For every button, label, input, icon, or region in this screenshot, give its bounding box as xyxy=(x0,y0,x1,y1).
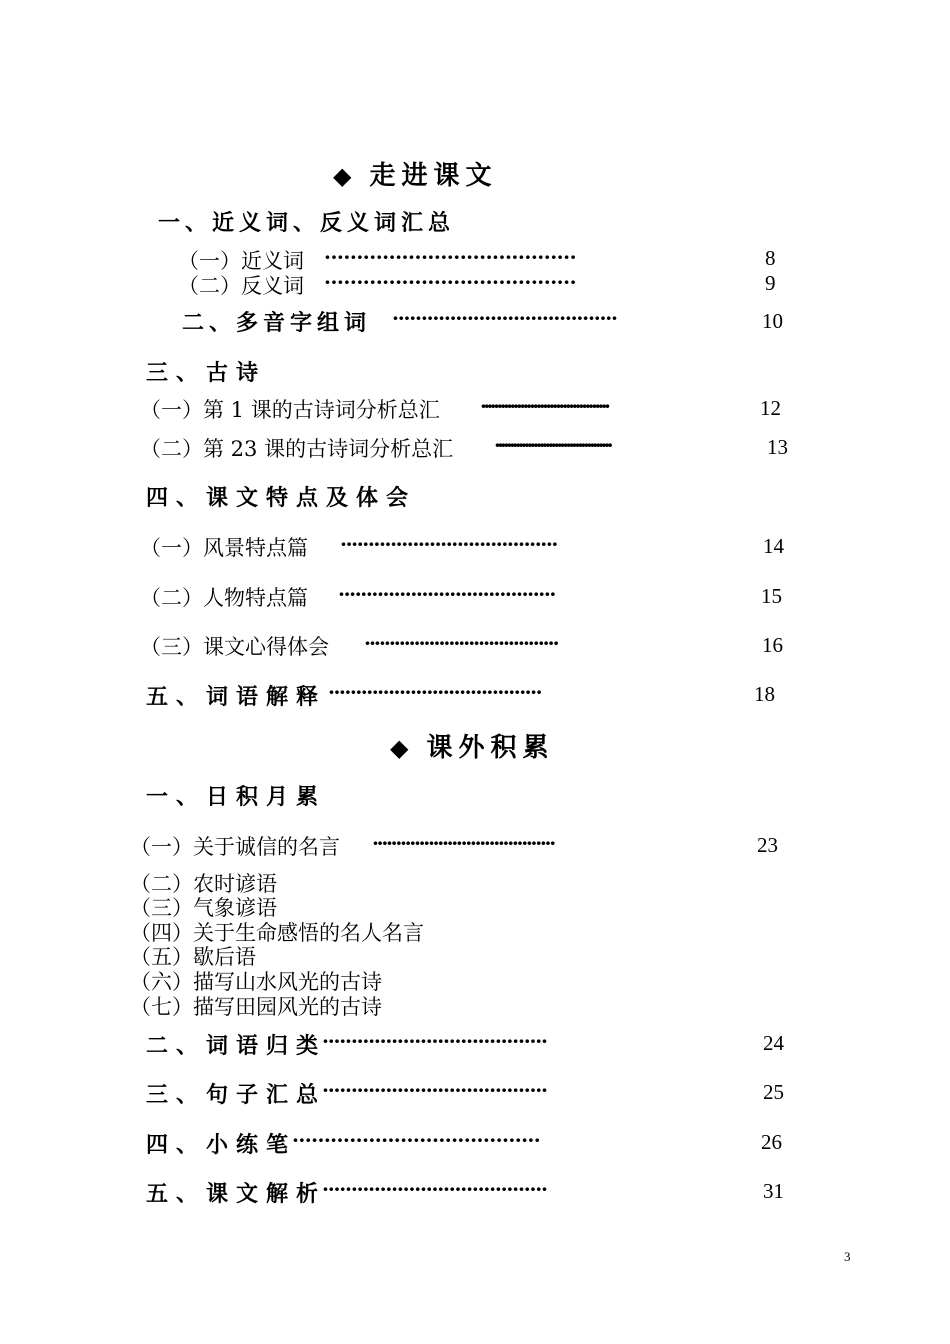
toc-page-number[interactable]: 26 xyxy=(761,1130,782,1154)
toc-heading[interactable]: 四、课文特点及体会 xyxy=(146,485,417,511)
toc-page-number[interactable]: 8 xyxy=(765,246,776,270)
toc-entry-label[interactable]: （一）风景特点篇 xyxy=(140,536,308,560)
toc-leader-dots: ······································· xyxy=(322,1029,547,1053)
toc-leader-dots: ······································· xyxy=(322,1078,547,1102)
toc-page-number[interactable]: 9 xyxy=(765,271,776,295)
toc-entry-label[interactable]: （五）歇后语 xyxy=(130,945,256,969)
toc-entry-label[interactable]: （六）描写山水风光的古诗 xyxy=(130,970,382,994)
section-title-kewai-jilei xyxy=(390,727,554,764)
toc-entry-label[interactable]: （一）关于诚信的名言 xyxy=(130,835,340,859)
section-title-zoujin-kewen xyxy=(333,155,497,192)
toc-leader-dots: ······································· xyxy=(338,582,555,606)
toc-leader-dots: ······································· xyxy=(324,245,577,269)
toc-heading[interactable]: 一、近义词、反义词汇总 xyxy=(158,210,456,236)
toc-heading[interactable]: 三、句子汇总 xyxy=(146,1082,327,1108)
toc-leader-dots: ······································· xyxy=(480,394,608,418)
toc-entry-label[interactable]: （四）关于生命感悟的名人名言 xyxy=(130,921,424,945)
toc-page-number[interactable]: 24 xyxy=(763,1031,784,1055)
toc-page-number[interactable]: 16 xyxy=(762,633,783,657)
diamond-icon: ◆ xyxy=(333,161,352,190)
page-number: 3 xyxy=(844,1249,851,1264)
toc-page-number[interactable]: 12 xyxy=(760,396,781,420)
toc-heading[interactable]: 一、日积月累 xyxy=(146,784,327,810)
diamond-icon: ◆ xyxy=(390,733,409,762)
toc-heading[interactable]: 二、多音字组词 xyxy=(182,310,372,336)
toc-page-number[interactable]: 23 xyxy=(757,833,778,857)
toc-entry-label[interactable]: （一）近义词 xyxy=(178,249,304,273)
toc-leader-dots: ······································· xyxy=(392,306,617,330)
toc-page-number[interactable]: 25 xyxy=(763,1080,784,1104)
toc-page-number[interactable]: 18 xyxy=(754,682,775,706)
toc-page-number[interactable]: 31 xyxy=(763,1179,784,1203)
toc-entry-label[interactable]: （三）课文心得体会 xyxy=(140,635,329,659)
toc-page-number[interactable]: 13 xyxy=(767,435,788,459)
toc-entry-label[interactable]: （二）农时谚语 xyxy=(130,872,277,896)
section-title-text: 课外积累 xyxy=(426,733,555,763)
toc-leader-dots: ······································· xyxy=(292,1128,541,1152)
toc-entry-label[interactable]: （七）描写田园风光的古诗 xyxy=(130,995,382,1019)
toc-entry-label[interactable]: （二）人物特点篇 xyxy=(140,586,308,610)
toc-leader-dots: ······································· xyxy=(364,631,558,655)
toc-page-number[interactable]: 14 xyxy=(763,534,784,558)
toc-heading[interactable]: 五、课文解析 xyxy=(146,1181,327,1207)
toc-leader-dots: ······································· xyxy=(372,831,554,855)
toc-page-number[interactable]: 10 xyxy=(762,309,783,333)
toc-entry-label[interactable]: （二）第 23 课的古诗词分析总汇 xyxy=(140,437,454,461)
toc-entry-label[interactable]: （二）反义词 xyxy=(178,274,304,298)
section-title-text: 走进课文 xyxy=(369,161,498,191)
toc-heading[interactable]: 二、词语归类 xyxy=(146,1033,327,1059)
toc-heading[interactable]: 四、小练笔 xyxy=(146,1132,297,1158)
toc-entry-label[interactable]: （一）第 1 课的古诗词分析总汇 xyxy=(140,398,440,422)
toc-heading[interactable]: 三、古诗 xyxy=(146,360,267,386)
toc-entry-label[interactable]: （三）气象谚语 xyxy=(130,896,277,920)
toc-leader-dots: ······································· xyxy=(328,680,542,704)
toc-leader-dots: ······································· xyxy=(324,270,577,294)
toc-leader-dots: ······································· xyxy=(494,433,610,457)
toc-page-number[interactable]: 15 xyxy=(761,584,782,608)
toc-heading[interactable]: 五、词语解释 xyxy=(146,684,327,710)
toc-leader-dots: ······································· xyxy=(340,532,557,556)
toc-leader-dots: ······································· xyxy=(322,1177,547,1201)
